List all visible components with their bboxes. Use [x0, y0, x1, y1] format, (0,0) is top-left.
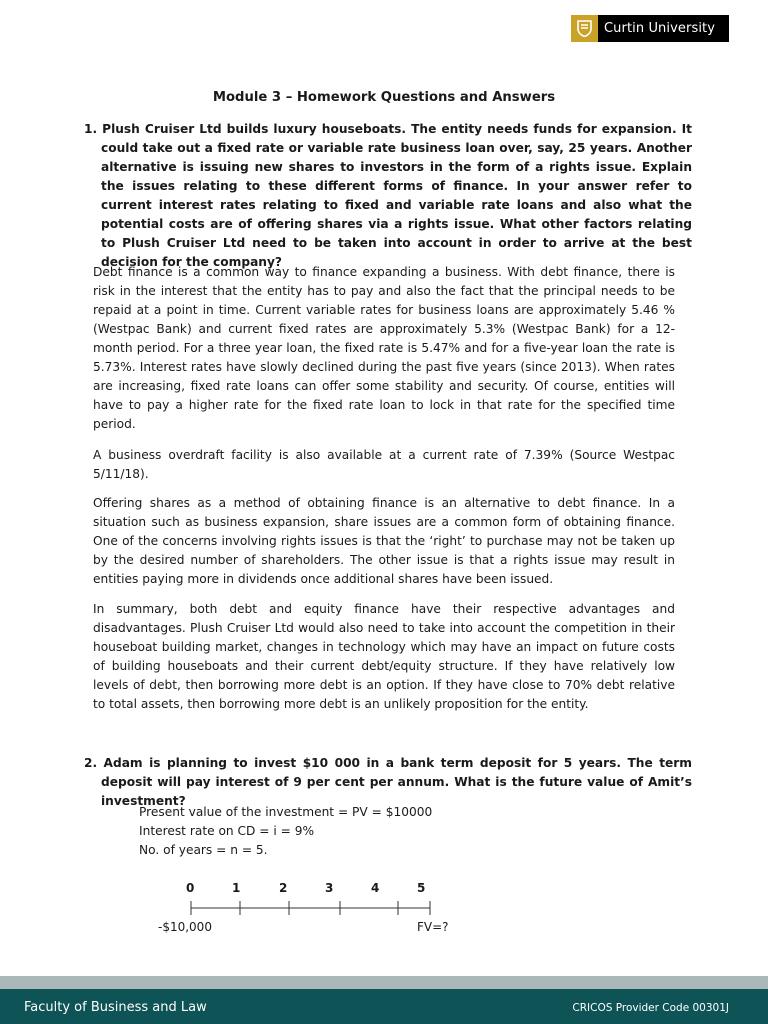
- faculty-name: Faculty of Business and Law: [24, 1000, 207, 1015]
- calc-line: No. of years = n = 5.: [139, 843, 268, 857]
- timeline-period-label: 0: [186, 881, 195, 895]
- university-logo: [571, 15, 729, 42]
- timeline-period-label: 3: [325, 881, 334, 895]
- answer-1-paragraph-1: Debt finance is a common way to finance expanding a business. With debt finance, there is risk in the interest that the entity has to pay and also the fact that the principal needs to be repaid at a point in time. Current variable rates for business loans are approximately 5.46 % (Westpac Bank) and current fixed rates are approximately 5.3% (Westpac Bank) for a 12-month period. For a three year loan, the fixed rate is 5.47% and for a five-year loan the rate is 5.73%. Interest rates have slowly declined during the past five years (since 2013). When rates are increasing, fixed rate loans can offer some stability and security. Of course, entities will have to pay a higher rate for the fixed rate loan to lock in that rate for the specified time period.: [93, 265, 675, 431]
- timeline-period-label: 2: [279, 881, 288, 895]
- cricos-code: CRICOS Provider Code 00301J: [572, 1002, 729, 1014]
- timeline-period-label: 4: [371, 881, 380, 895]
- footer: [0, 989, 768, 1024]
- question-2: 2. Adam is planning to invest $10 000 in a bank term deposit for 5 years. The term deposit will pay interest of 9 per cent per annum. What is the future value of Amit’s investment?: [84, 756, 692, 808]
- page-title: Module 3 – Homework Questions and Answers: [212, 90, 556, 105]
- timeline-period-label: 1: [232, 881, 241, 895]
- crest-icon: [571, 15, 598, 42]
- calc-line: Interest rate on CD = i = 9%: [139, 824, 315, 838]
- answer-1-paragraph-2: A business overdraft facility is also available at a current rate of 7.39% (Source Westpac 5/11/18).: [93, 448, 675, 481]
- timeline-end-value: FV=?: [417, 920, 449, 934]
- answer-1-paragraph-4: In summary, both debt and equity finance have their respective advantages and disadvantages. Plush Cruiser Ltd would also need to take into account the competition in their houseboat building market, changes in technology which may have an impact on future costs of building houseboats and their current debt/equity structure. If they have relatively low levels of debt, then borrowing more debt is an option. If they have close to 70% debt relative to total assets, then borrowing more debt is an unlikely proposition for the entity.: [93, 602, 675, 711]
- footer-stripe: [0, 976, 768, 989]
- question-1: 1. Plush Cruiser Ltd builds luxury houseboats. The entity needs funds for expansion. It could take out a fixed rate or variable rate business loan over, say, 25 years. Another alternative is issuing new shares to investors in the form of a rights issue. Explain the issues relating to these different forms of finance. In your answer refer to current interest rates relating to fixed and variable rate loans and also what the potential costs are of offering shares via a rights issue. What other factors relating to Plush Cruiser Ltd need to be taken into account in order to arrive at the best decision for the company?: [84, 122, 692, 269]
- calc-line: Present value of the investment = PV = $10000: [139, 805, 433, 819]
- answer-1-paragraph-3: Offering shares as a method of obtaining finance is an alternative to debt finance. In a situation such as business expansion, share issues are a common form of obtaining finance. One of the concerns involving rights issues is that the ‘right’ to purchase may not be taken up by the desired number of shareholders. The other issue is that a rights issue may result in entities paying more in dividends once additional shares have been issued.: [93, 496, 675, 586]
- timeline-line: [185, 898, 435, 918]
- timeline-start-value: -$10,000: [158, 920, 212, 934]
- timeline-period-label: 5: [417, 881, 426, 895]
- logo-text: Curtin University: [598, 15, 729, 42]
